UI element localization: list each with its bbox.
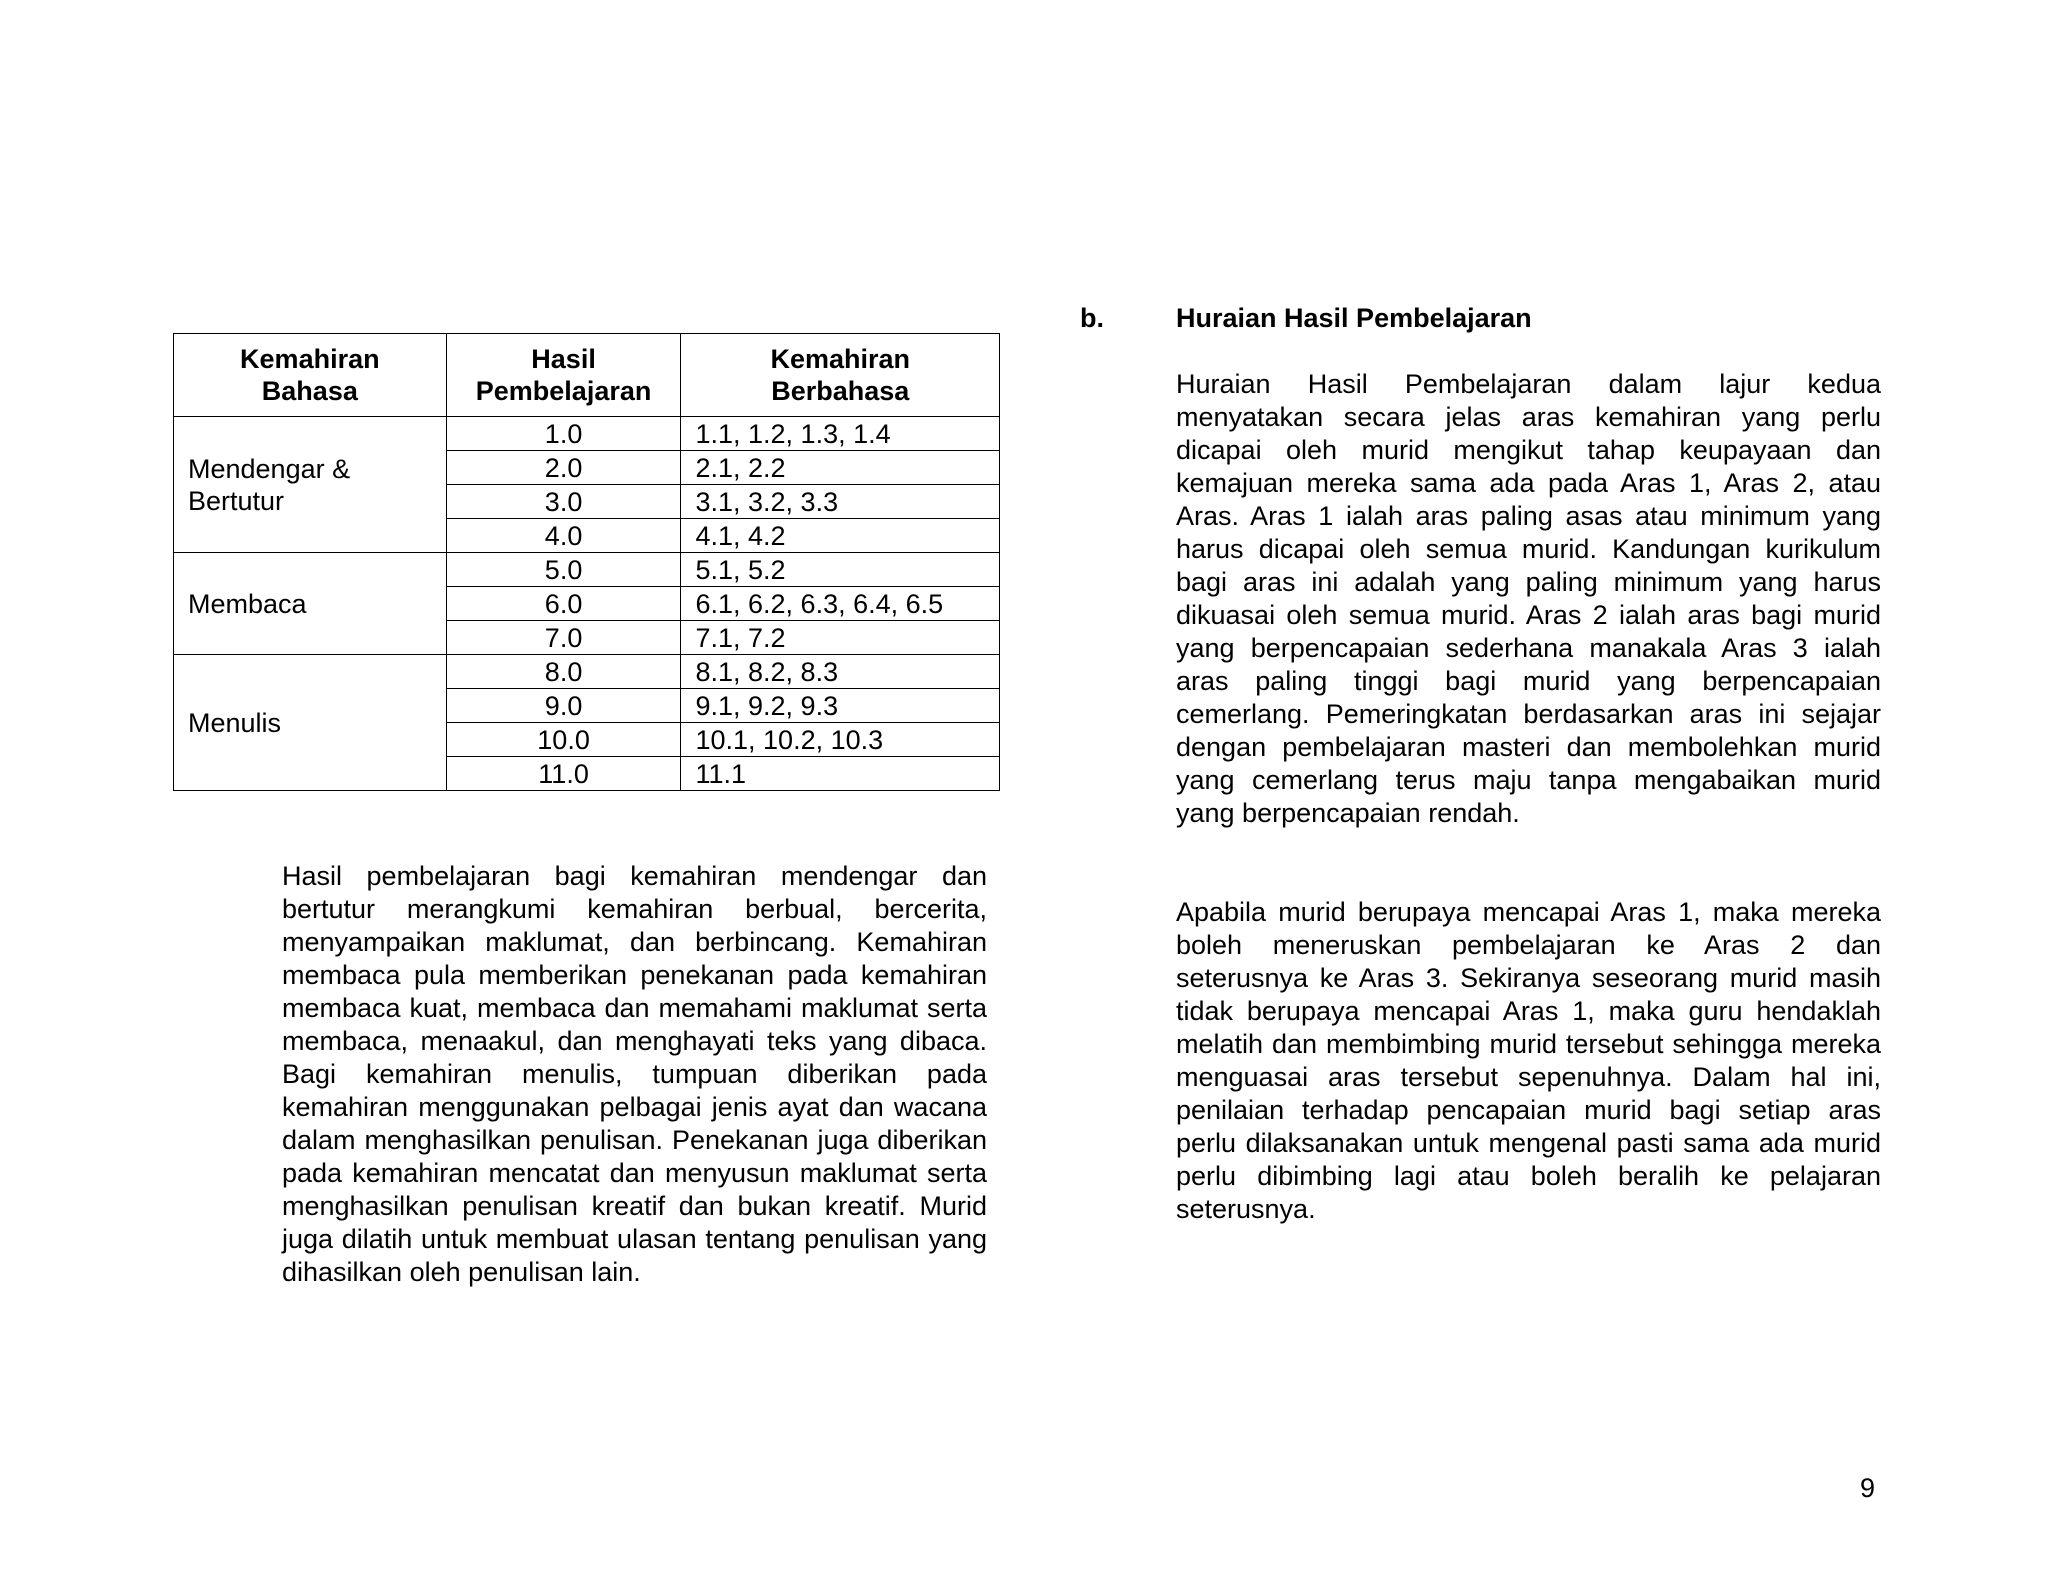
table-row <box>174 553 1000 587</box>
table-row <box>174 655 1000 689</box>
group-label-mendengar-bertutur: Mendengar & Bertutur <box>174 417 447 553</box>
hasil-cell: 2.0 <box>446 451 681 485</box>
header-kemahiran-bahasa: Kemahiran Bahasa <box>174 334 447 417</box>
header-kemahiran-berbahasa: Kemahiran Berbahasa <box>681 334 1000 417</box>
hasil-cell: 1.0 <box>446 417 681 451</box>
page-number: 9 <box>1860 1473 1876 1503</box>
berbahasa-cell: 8.1, 8.2, 8.3 <box>681 655 1000 689</box>
section-title: Huraian Hasil Pembelajaran <box>1176 303 1532 333</box>
hasil-cell: 10.0 <box>446 723 681 757</box>
berbahasa-cell: 3.1, 3.2, 3.3 <box>681 485 1000 519</box>
section-letter: b. <box>1080 303 1104 333</box>
table-row <box>174 417 1000 451</box>
berbahasa-cell: 6.1, 6.2, 6.3, 6.4, 6.5 <box>681 587 1000 621</box>
berbahasa-cell: 1.1, 1.2, 1.3, 1.4 <box>681 417 1000 451</box>
table-header-row <box>174 334 1000 417</box>
group-label-membaca: Membaca <box>174 553 447 655</box>
hasil-cell: 5.0 <box>446 553 681 587</box>
hasil-cell: 7.0 <box>446 621 681 655</box>
skills-description-paragraph: Hasil pembelajaran bagi kemahiran mendengar dan bertutur merangkumi kemahiran berbual, bercerita, menyampaikan maklumat, dan berbincang. Kemahiran membaca pula memberikan penekanan pada kemahiran membaca kuat, membaca dan memahami maklumat serta membaca, menaakul, dan menghayati teks yang dibaca. Bagi kemahiran menulis, tumpuan diberikan pada kemahiran menggunakan pelbagai jenis ayat dan wacana dalam menghasilkan penulisan. Penekanan juga diberikan pada kemahiran mencatat dan menyusun maklumat serta menghasilkan penulisan kreatif dan bukan kreatif. Murid juga dilatih untuk membuat ulasan tentang penulisan yang dihasilkan oleh penulisan lain. <box>282 861 987 1287</box>
section-paragraph-1: Huraian Hasil Pembelajaran dalam lajur kedua menyatakan secara jelas aras kemahiran yang perlu dicapai oleh murid mengikut tahap keupayaan dan kemajuan mereka sama ada pada Aras 1, Aras 2, atau Aras. Aras 1 ialah aras paling asas atau minimum yang harus dicapai oleh semua murid. Kandungan kurikulum bagi aras ini adalah yang paling minimum yang harus dikuasai oleh semua murid. Aras 2 ialah aras bagi murid yang berpencapaian sederhana manakala Aras 3 ialah aras paling tinggi bagi murid yang berpencapaian cemerlang. Pemeringkatan berdasarkan aras ini sejajar dengan pembelajaran masteri dan membolehkan murid yang cemerlang terus maju tanpa mengabaikan murid yang berpencapaian rendah. <box>1176 369 1881 828</box>
berbahasa-cell: 4.1, 4.2 <box>681 519 1000 553</box>
hasil-cell: 3.0 <box>446 485 681 519</box>
hasil-cell: 11.0 <box>446 757 681 791</box>
berbahasa-cell: 2.1, 2.2 <box>681 451 1000 485</box>
hasil-cell: 8.0 <box>446 655 681 689</box>
header-hasil-pembelajaran: Hasil Pembelajaran <box>446 334 681 417</box>
section-paragraph-2: Apabila murid berupaya mencapai Aras 1, maka mereka boleh meneruskan pembelajaran ke Aras 2 dan seterusnya ke Aras 3. Sekiranya seseorang murid masih tidak berupaya mencapai Aras 1, maka guru hendaklah melatih dan membimbing murid tersebut sehingga mereka menguasai aras tersebut sepenuhnya. Dalam hal ini, penilaian terhadap pencapaian murid bagi setiap aras perlu dilaksanakan untuk mengenal pasti sama ada murid perlu dibimbing lagi atau boleh beralih ke pelajaran seterusnya. <box>1176 897 1881 1224</box>
berbahasa-cell: 10.1, 10.2, 10.3 <box>681 723 1000 757</box>
berbahasa-cell: 9.1, 9.2, 9.3 <box>681 689 1000 723</box>
berbahasa-cell: 7.1, 7.2 <box>681 621 1000 655</box>
berbahasa-cell: 5.1, 5.2 <box>681 553 1000 587</box>
skills-table <box>173 333 1000 791</box>
group-label-menulis: Menulis <box>174 655 447 791</box>
hasil-cell: 9.0 <box>446 689 681 723</box>
berbahasa-cell: 11.1 <box>681 757 1000 791</box>
hasil-cell: 6.0 <box>446 587 681 621</box>
hasil-cell: 4.0 <box>446 519 681 553</box>
